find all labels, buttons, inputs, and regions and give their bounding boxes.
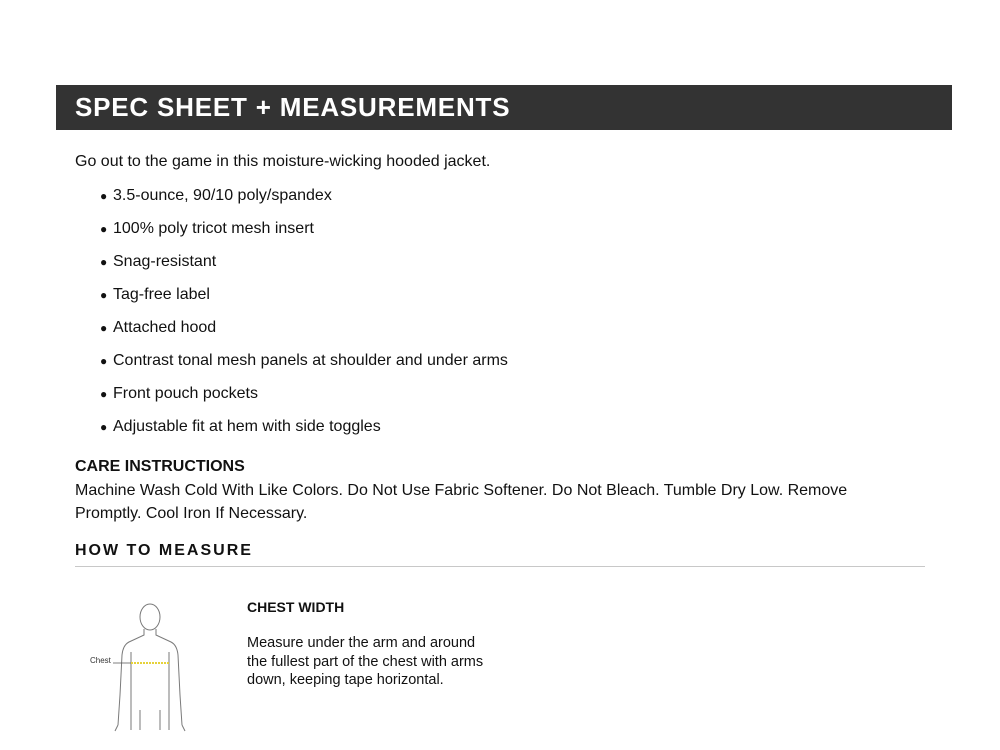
figure-legs — [140, 710, 160, 730]
bullet-icon: ● — [100, 189, 108, 203]
section-divider — [75, 566, 925, 567]
feature-text: Attached hood — [113, 319, 217, 336]
chest-width-title: CHEST WIDTH — [247, 599, 345, 615]
feature-item — [75, 384, 508, 417]
feature-item — [75, 186, 508, 219]
header-bar — [56, 85, 952, 130]
feature-item — [75, 351, 508, 384]
feature-text: Front pouch pockets — [113, 385, 258, 402]
feature-text: Contrast tonal mesh panels at shoulder and under arms — [113, 352, 508, 369]
bullet-icon: ● — [100, 387, 108, 401]
how-to-measure-title: HOW TO MEASURE — [75, 542, 253, 559]
bullet-icon: ● — [100, 420, 108, 434]
chest-width-text: Measure under the arm and around the fullest part of the chest with arms down, keeping tape horizontal. — [247, 635, 484, 688]
feature-text: 3.5-ounce, 90/10 poly/spandex — [113, 187, 332, 204]
bullet-icon: ● — [100, 321, 108, 335]
care-instructions-text: Machine Wash Cold With Like Colors. Do Not Use Fabric Softener. Do Not Bleach. Tumble Dry Low. Remove Promptly. Cool Iron If Necessary. — [75, 482, 848, 522]
bullet-icon: ● — [100, 255, 108, 269]
feature-item — [75, 285, 508, 318]
feature-text: 100% poly tricot mesh insert — [113, 220, 314, 237]
care-instructions-title: CARE INSTRUCTIONS — [75, 458, 245, 475]
bullet-icon: ● — [100, 288, 108, 302]
feature-text: Adjustable fit at hem with side toggles — [113, 418, 381, 435]
feature-text: Tag-free label — [113, 286, 210, 303]
feature-item — [75, 219, 508, 252]
feature-list — [75, 186, 508, 450]
page-title: SPEC SHEET + MEASUREMENTS — [75, 92, 511, 122]
figure-head — [140, 604, 160, 630]
feature-text: Snag-resistant — [113, 253, 217, 270]
figure-hands — [115, 725, 185, 731]
feature-item — [75, 318, 508, 351]
product-intro: Go out to the game in this moisture-wicking hooded jacket. — [75, 153, 491, 170]
bullet-icon: ● — [100, 354, 108, 368]
figure-arms — [118, 629, 182, 725]
bullet-icon: ● — [100, 222, 108, 236]
feature-item — [75, 417, 508, 450]
chest-measure-figure — [85, 600, 195, 750]
feature-item — [75, 252, 508, 285]
chest-figure-label: Chest — [90, 656, 111, 665]
